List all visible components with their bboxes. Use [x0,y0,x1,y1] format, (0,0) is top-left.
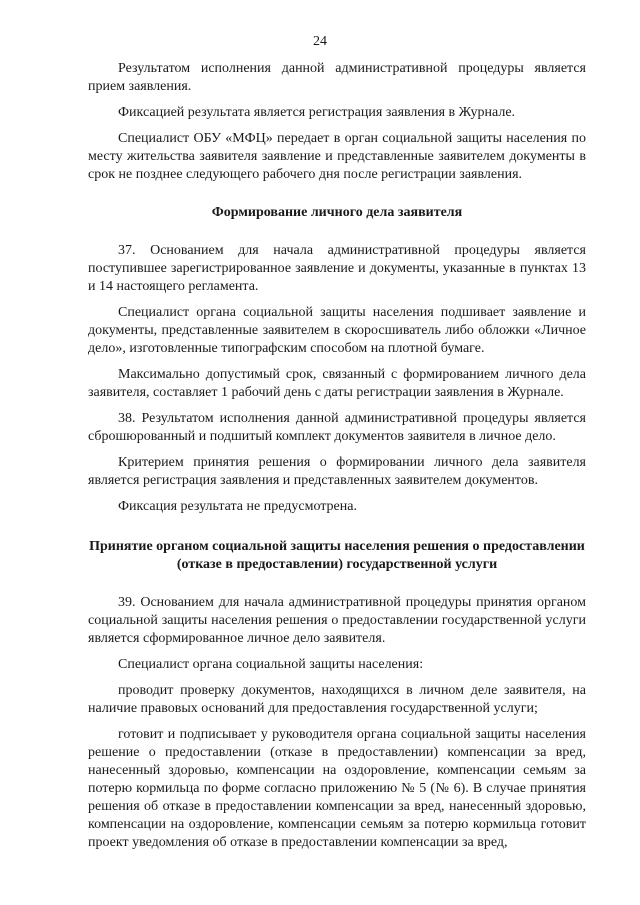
paragraph: проводит проверку документов, находящихся в личном деле заявителя, на наличие правовых оснований для предоставления государственной услуги; [88,683,586,716]
paragraph: Специалист ОБУ «МФЦ» передает в орган социальной защиты населения по месту жительства заявителя заявление и представленные заявителем документы в срок не позднее следующего рабочего дня после регистрации заявления. [88,131,586,182]
paragraph: 38. Результатом исполнения данной административной процедуры является сброшюрованный и подшитый комплект документов заявителя в личное дело. [88,411,586,444]
paragraph: Максимально допустимый срок, связанный с формированием личного дела заявителя, составляет 1 рабочий день с даты регистрации заявления в Журнале. [88,367,586,400]
paragraph: 37. Основанием для начала административной процедуры является поступившее зарегистрированное заявление и документы, указанные в пунктах 13 и 14 настоящего регламента. [88,243,586,294]
paragraph: готовит и подписывает у руководителя органа социальной защиты населения решение о предоставлении (отказе в предоставлении) компенсации за вред, нанесенный здоровью, компенсации на оздоровление, компенсации семьям за потерю кормильца по форме согласно приложению № 5 (№ 6). В случае принятия решения об отказе в предоставлении компенсации за вред, нанесенный здоровью, компенсации на оздоровление, компенсации семьям за потерю кормильца готовит проект уведомления об отказе в предоставлении компенсации за вред, [88,727,586,850]
paragraph: Специалист органа социальной защиты населения: [118,657,424,672]
paragraph: 39. Основанием для начала административной процедуры принятия органом социальной защиты населения решения о предоставлении государственной услуги является сформированное личное дело заявителя. [88,595,586,646]
paragraph: Результатом исполнения данной административной процедуры является прием заявления. [88,61,586,94]
section-heading: Принятие органом социальной защиты населения решения о предоставлении (отказе в предоставлении) государственной услуги [89,539,585,572]
paragraph: Фиксация результата не предусмотрена. [118,499,357,514]
document-body [88,60,586,852]
page-number: 24 [313,34,327,49]
section-heading: Формирование личного дела заявителя [211,205,463,220]
paragraph: Фиксацией результата является регистрация заявления в Журнале. [118,105,516,120]
paragraph: Специалист органа социальной защиты населения подшивает заявление и документы, представленные заявителем в скоросшиватель либо обложки «Личное дело», изготовленные типографским способом на плотной бумаге. [88,305,586,356]
paragraph: Критерием принятия решения о формировании личного дела заявителя является регистрация заявления и представленных заявителем документов. [88,455,586,488]
